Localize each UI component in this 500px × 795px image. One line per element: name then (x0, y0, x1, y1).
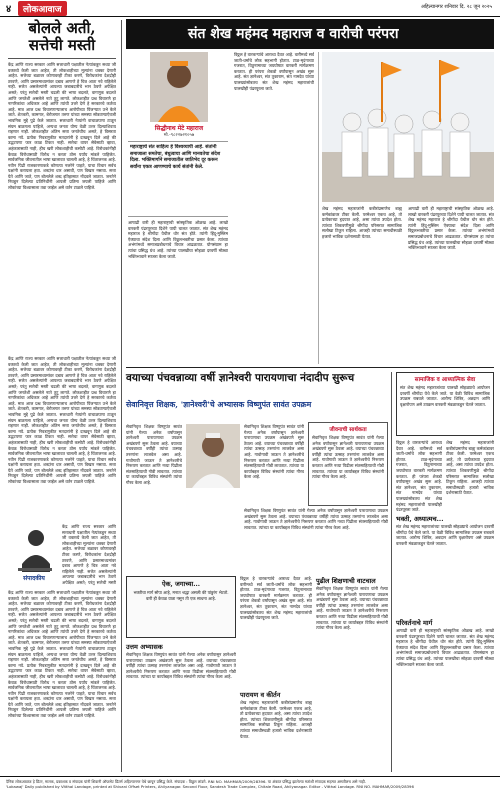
author-name: सिद्धीनाथ मेटे महाराज (154, 125, 204, 132)
right-column-1: विठ्ठल हे वारकऱ्यांचे आराध्य दैवत आहे. वारीमध्ये सर्व जाती-धर्माचे लोक सहभागी होतात. टाळ-मृदंगाच्या गजरात, विठुनामाच्या जयघोषात वारकरी मार्गक्रमण करतात. ही परंपरा शेकडो वर्षांपासून अखंड सुरू आहे. संत ज्ञानेश्वर, संत तुकाराम, संत नामदेव यांच्या पालख्यांसोबतच संत शेख महंमद महाराजांची पालखीही पंढरपूरला जाते. (396, 440, 442, 512)
news-column-1: सेवानिवृत्त शिक्षक विष्णुपंत सावंत यांनी गेल्या अनेक वर्षांपासून ज्ञानेश्वरी पारायणाचा उपक्रम अखंडपणे सुरू ठेवला आहे. वयाच्या पंचवन्नाव्या वर्षीही त्यांचा उत्साह तरुणांना लाजवेल असा आहे. गावोगावी जाऊन ते ज्ञानेश्वरीचे निरूपण करतात आणि नव्या पिढीला संतसाहित्याची गोडी लावतात. त्यांच्या या कार्याबद्दल विविध संस्थांनी त्यांचा गौरव केला आहे. (126, 424, 182, 485)
right-heading-2: परिवर्तनाचे मार्ग (396, 619, 433, 627)
sidebox (396, 372, 494, 436)
news-subhead: सेवानिवृत्त शिक्षक, 'ज्ञानेश्वरी'चे अभ्यासक विष्णुपंत सावंत उपक्रम (126, 400, 312, 409)
editorial-title-line2: सत्तेची मस्ती (28, 36, 96, 54)
bottom-column-4: सेवानिवृत्त शिक्षक विष्णुपंत सावंत यांनी गेल्या अनेक वर्षांपासून ज्ञानेश्वरी पारायणाचा उपक्रम अखंडपणे सुरू ठेवला आहे. वयाच्या पंचवन्नाव्या वर्षीही त्यांचा उत्साह तरुणांना लाजवेल असा आहे. गावोगावी जाऊन ते ज्ञानेश्वरीचे निरूपण करतात आणि नव्या पिढीला संतसाहित्याची गोडी लावतात. त्यांच्या या कार्याबद्दल विविध संस्थांनी त्यांचा गौरव केला आहे. (316, 586, 388, 631)
sampadkiya-label: संपादकीय (23, 575, 45, 582)
news-box-body: सेवानिवृत्त शिक्षक विष्णुपंत सावंत यांनी गेल्या अनेक वर्षांपासून ज्ञानेश्वरी पारायणाचा उपक्रम अखंडपणे सुरू ठेवला आहे. वयाच्या पंचवन्नाव्या वर्षीही त्यांचा उत्साह तरुणांना लाजवेल असा आहे. गावोगावी जाऊन ते ज्ञानेश्वरीचे निरूपण करतात आणि नव्या पिढीला संतसाहित्याची गोडी लावतात. त्यांच्या या कार्याबद्दल विविध संस्थांनी त्यांचा गौरव केला आहे. (312, 435, 384, 480)
editorial-body-end: केंद्र आणि राज्य सरकार आणि सत्ताधारी पक्षातील नेत्यांकडून सध्या जी वक्तव्ये केली जात आहेत, ती लोकशाहीच्या मूल्यांना धक्का देणारी आहेत. सत्तेच्या बळावर कोणावरही टीका करणे, विरोधकांना देशद्रोही ठरवणे, आणि प्रसारमाध्यमांवर दबाव आणणे हे चित्र आता नवे राहिलेले नाही. सत्तेत असलेल्यांनी आपल्या जबाबदारीचे भान ठेवणे अपेक्षित असते; परंतु सत्तेची मस्ती चढली की भाषा बदलते, वागणूक बदलते आणि जनतेशी असलेले नाते तुटू लागते. लोकशाहीत प्रश्न विचारणे हा नागरिकांचा अधिकार आहे आणि त्यांची उत्तरे देणे हे सरकारचे कर्तव्य आहे. मात्र आज प्रश्न विचारणाऱ्यालाच आरोपीच्या पिंजऱ्यात उभे केले जाते. शेतकरी, कामगार, बेरोजगार तरुण यांच्या समस्या सोडवण्याऐवजी भावनिक मुद्दे पुढे केले जातात. सत्ताधारी नेत्यांनी वाचाळपणा टाळून संयम बाळगला पाहिजे, अन्यथा जनता योग्य वेळी उत्तर दिल्याशिवाय राहणार नाही. लोकशाहीत अंतिम सत्ता जनतेचीच असते, हे विसरता कामा नये. प्रत्येक निवडणुकीत मतदारांनी हे दाखवून दिले आहे की उद्धटपणा फार काळ टिकत नाही. सत्तेचा वापर सेवेसाठी व्हावा, अहंकारासाठी नाही, हीच खरी लोकशाहीची कसोटी आहे. विरोधकांनीही केवळ विरोधासाठी विरोध न करता ठोस पर्याय मांडले पाहिजेत. सार्वजनिक जीवनातील भाषा खालावत चालली आहे, हे चिंताजनक आहे. नवीन पिढी राजकारणाकडे कोणत्या नजरेने पाहते, याचा विचार सर्वच पक्षांनी करायला हवा. शब्दांना धार असावी, पण विखार नसावा. सत्ता येते आणि जाते, पण बोललेले शब्द इतिहासात नोंदवले जातात. जनतेने निवडून दिलेल्या प्रतिनिधींनी आपली प्रतिमा जपली पाहिजे आणि लोकांच्या विश्वासाला तडा जाईल असे वर्तन टाळले पाहिजे. (8, 590, 116, 719)
news-column-2: सेवानिवृत्त शिक्षक विष्णुपंत सावंत यांनी गेल्या अनेक वर्षांपासून ज्ञानेश्वरी पारायणाचा उपक्रम अखंडपणे सुरू ठेवला आहे. वयाच्या पंचवन्नाव्या वर्षीही त्यांचा उत्साह तरुणांना लाजवेल असा आहे. गावोगावी जाऊन ते ज्ञानेश्वरीचे निरूपण करतात आणि नव्या पिढीला संतसाहित्याची गोडी लावतात. त्यांच्या या कार्याबद्दल विविध संस्थांनी त्यांचा गौरव केला आहे. (244, 424, 304, 480)
news-column-3: सेवानिवृत्त शिक्षक विष्णुपंत सावंत यांनी गेल्या अनेक वर्षांपासून ज्ञानेश्वरी पारायणाचा उपक्रम अखंडपणे सुरू ठेवला आहे. वयाच्या पंचवन्नाव्या वर्षीही त्यांचा उत्साह तरुणांना लाजवेल असा आहे. गावोगावी जाऊन ते ज्ञानेश्वरीचे निरूपण करतात आणि नव्या पिढीला संतसाहित्याची गोडी लावतात. त्यांच्या या कार्याबद्दल विविध संस्थांनी त्यांचा गौरव केला आहे. (244, 508, 388, 530)
feature-column-1: आषाढी वारी ही महाराष्ट्राची सांस्कृतिक ओळख आहे. लाखो वारकरी पंढरपूरच्या दिशेने पायी चालत जातात. संत शेख महंमद महाराज हे श्रीगोंदा येथील थोर संत होते. त्यांनी हिंदू-मुस्लिम ऐक्याचा संदेश दिला आणि विठ्ठलभक्तीचा प्रसार केला. त्यांच्या अभंगांमध्ये समाजप्रबोधनाचे विचार आढळतात. योगसंग्राम हा त्यांचा प्रसिद्ध ग्रंथ आहे. त्यांच्या पालखीचा सोहळा दरवर्षी मोठ्या भक्तिभावाने साजरा केला जातो. (128, 220, 228, 259)
poem-body: भक्तीचा मार्ग सोपा आहे, मनात श्रद्धा असली की पांडुरंग भेटतो. वारी ही केवळ यात्रा नसून ती एक साधना आहे. (133, 590, 229, 601)
imprint-english: 'Lokawaj' Daily published by Vitthal Landage, printed at Shivani Offset Printers, Ahilyanagar. Second Floor, Sandesh Trade Complex, Chitale Road, Ahilyanagar. Editor - Vitthal Landage. RNI NO. MAHMAR/2009/28396 (6, 784, 414, 789)
right-body-2: आषाढी वारी ही महाराष्ट्राची सांस्कृतिक ओळख आहे. लाखो वारकरी पंढरपूरच्या दिशेने पायी चालत जातात. संत शेख महंमद महाराज हे श्रीगोंदा येथील थोर संत होते. त्यांनी हिंदू-मुस्लिम ऐक्याचा संदेश दिला आणि विठ्ठलभक्तीचा प्रसार केला. त्यांच्या अभंगांमध्ये समाजप्रबोधनाचे विचार आढळतात. योगसंग्राम हा त्यांचा प्रसिद्ध ग्रंथ आहे. त्यांच्या पालखीचा सोहळा दरवर्षी मोठ्या भक्तिभावाने साजरा केला जातो. (396, 628, 494, 667)
wari-photo (322, 52, 494, 202)
right-body-1: संत शेख महंमद महाराजांच्या पालखी सोहळ्याचे आयोजन दरवर्षी श्रीगोंदा येथे केले जाते. या वेळी विविध सामाजिक उपक्रम राबवले जातात. आरोग्य शिबिर, अन्नदान आणि वृक्षारोपण असे उपक्रम वारकरी मंडळाकडून घेतले जातात. (396, 524, 494, 546)
bottom-heading-3: पारायण व कीर्तन (240, 691, 281, 699)
bottom-column-3: शेख महंमद महाराजांनी कबीरांप्रमाणेच बाह्य कर्मकांडावर टीका केली. परमेश्वर एकच आहे, तो प्रत्येकाच्या हृदयात आहे, असा त्यांचा उपदेश होता. त्यांच्या शिकवणीमुळे श्रीगोंदा परिसरात सामाजिक सलोखा टिकून राहिला. आजही त्यांच्या समाधीस्थळी हजारो भाविक दर्शनासाठी येतात. (240, 700, 312, 739)
poem-box (126, 576, 236, 638)
author-portrait-icon (150, 52, 208, 122)
imprint-footer (0, 776, 500, 795)
news-headline: वयाच्या पंचवन्नाव्या वर्षी ज्ञानेश्वरी पारायणाचा नंदादीप सुरूच (126, 372, 355, 384)
bottom-column-1: सेवानिवृत्त शिक्षक विष्णुपंत सावंत यांनी गेल्या अनेक वर्षांपासून ज्ञानेश्वरी पारायणाचा उपक्रम अखंडपणे सुरू ठेवला आहे. वयाच्या पंचवन्नाव्या वर्षीही त्यांचा उत्साह तरुणांना लाजवेल असा आहे. गावोगावी जाऊन ते ज्ञानेश्वरीचे निरूपण करतात आणि नव्या पिढीला संतसाहित्याची गोडी लावतात. त्यांच्या या कार्याबद्दल विविध संस्थांनी त्यांचा गौरव केला आहे. (126, 652, 236, 680)
page-number: ४ (6, 4, 12, 15)
feature-column-3: शेख महंमद महाराजांनी कबीरांप्रमाणेच बाह्य कर्मकांडावर टीका केली. परमेश्वर एकच आहे, तो प्रत्येकाच्या हृदयात आहे, असा त्यांचा उपदेश होता. त्यांच्या शिकवणीमुळे श्रीगोंदा परिसरात सामाजिक सलोखा टिकून राहिला. आजही त्यांच्या समाधीस्थळी हजारो भाविक दर्शनासाठी येतात. (322, 206, 402, 239)
author-phone: मो.-९८२२७२१०५७ (163, 133, 195, 138)
masthead-logo: लोकआवाज (18, 1, 67, 16)
editorial-body: केंद्र आणि राज्य सरकार आणि सत्ताधारी पक्षातील नेत्यांकडून सध्या जी वक्तव्ये केली जात आहेत, ती लोकशाहीच्या मूल्यांना धक्का देणारी आहेत. सत्तेच्या बळावर कोणावरही टीका करणे, विरोधकांना देशद्रोही ठरवणे, आणि प्रसारमाध्यमांवर दबाव आणणे हे चित्र आता नवे राहिलेले नाही. सत्तेत असलेल्यांनी आपल्या जबाबदारीचे भान ठेवणे अपेक्षित असते; परंतु सत्तेची मस्ती चढली की भाषा बदलते, वागणूक बदलते आणि जनतेशी असलेले नाते तुटू लागते. लोकशाहीत प्रश्न विचारणे हा नागरिकांचा अधिकार आहे आणि त्यांची उत्तरे देणे हे सरकारचे कर्तव्य आहे. मात्र आज प्रश्न विचारणाऱ्यालाच आरोपीच्या पिंजऱ्यात उभे केले जाते. शेतकरी, कामगार, बेरोजगार तरुण यांच्या समस्या सोडवण्याऐवजी भावनिक मुद्दे पुढे केले जातात. सत्ताधारी नेत्यांनी वाचाळपणा टाळून संयम बाळगला पाहिजे, अन्यथा जनता योग्य वेळी उत्तर दिल्याशिवाय राहणार नाही. लोकशाहीत अंतिम सत्ता जनतेचीच असते, हे विसरता कामा नये. प्रत्येक निवडणुकीत मतदारांनी हे दाखवून दिले आहे की उद्धटपणा फार काळ टिकत नाही. सत्तेचा वापर सेवेसाठी व्हावा, अहंकारासाठी नाही, हीच खरी लोकशाहीची कसोटी आहे. विरोधकांनीही केवळ विरोधासाठी विरोध न करता ठोस पर्याय मांडले पाहिजेत. सार्वजनिक जीवनातील भाषा खालावत चालली आहे, हे चिंताजनक आहे. नवीन पिढी राजकारणाकडे कोणत्या नजरेने पाहते, याचा विचार सर्वच पक्षांनी करायला हवा. शब्दांना धार असावी, पण विखार नसावा. सत्ता येते आणि जाते, पण बोललेले शब्द इतिहासात नोंदवले जातात. जनतेने निवडून दिलेल्या प्रतिनिधींनी आपली प्रतिमा जपली पाहिजे आणि लोकांच्या विश्वासाला तडा जाईल असे वर्तन टाळले पाहिजे. (8, 62, 116, 191)
sidebox-body: संत शेख महंमद महाराजांच्या पालखी सोहळ्याचे आयोजन दरवर्षी श्रीगोंदा येथे केले जाते. या वेळी विविध सामाजिक उपक्रम राबवले जातात. आरोग्य शिबिर, अन्नदान आणि वृक्षारोपण असे उपक्रम वारकरी मंडळाकडून घेतले जातात. (400, 385, 490, 407)
divider (8, 58, 116, 59)
editorial-title-line1: बोलले अती, (28, 19, 96, 37)
imprint-marathi: दैनिक लोकआवाज हे प्रिंटर, मालक, प्रकाशक व संपादक यांनी शिवानी ऑफसेट प्रिंटर्स अहिल्यानगर येथे छापून प्रसिद्ध केले. संपादक : विठ्ठल लांडगे. RNI NO. MAHMAR/2009/28396. या अंकात प्रसिद्ध झालेल्या मतांशी संपादक सहमत असतीलच असे नाही. (6, 779, 366, 784)
bottom-heading-1: उत्तम अभ्यासक (126, 643, 163, 651)
feature-column-4: आषाढी वारी ही महाराष्ट्राची सांस्कृतिक ओळख आहे. लाखो वारकरी पंढरपूरच्या दिशेने पायी चालत जातात. संत शेख महंमद महाराज हे श्रीगोंदा येथील थोर संत होते. त्यांनी हिंदू-मुस्लिम ऐक्याचा संदेश दिला आणि विठ्ठलभक्तीचा प्रसार केला. त्यांच्या अभंगांमध्ये समाजप्रबोधनाचे विचार आढळतात. योगसंग्राम हा त्यांचा प्रसिद्ध ग्रंथ आहे. त्यांच्या पालखीचा सोहळा दरवर्षी मोठ्या भक्तिभावाने साजरा केला जातो. (408, 206, 494, 251)
divider (126, 367, 494, 368)
divider (128, 216, 228, 217)
wari-procession-icon (322, 52, 494, 202)
feature-pull-quote: महाराष्ट्राचे संत साहित्य हे विश्वव्यापी आहे. संतांनी समाजाला समतेचा, बंधुत्वाचा आणि मानवतेचा संदेश दिला. भक्तिमार्गाने समाजातील जातिभेद दूर करून सर्वांना एकत्र आणण्याचे कार्य संतांनी केले. (130, 144, 221, 170)
dateline: अहिल्यानगर शनिवार दि. २८ जून २०२५ (420, 4, 492, 10)
editorial-body-side: केंद्र आणि राज्य सरकार आणि सत्ताधारी पक्षातील नेत्यांकडून सध्या जी वक्तव्ये केली जात आहेत, ती लोकशाहीच्या मूल्यांना धक्का देणारी आहेत. सत्तेच्या बळावर कोणावरही टीका करणे, विरोधकांना देशद्रोही ठरवणे, आणि प्रसारमाध्यमांवर दबाव आणणे हे चित्र आता नवे राहिलेले नाही. सत्तेत असलेल्यांनी आपल्या जबाबदारीचे भान ठेवणे अपेक्षित असते; परंतु सत्तेची मस्ती (62, 524, 116, 585)
divider (128, 141, 228, 142)
feature-title: संत शेख महंमद महाराज व वारीची परंपरा (188, 26, 399, 42)
author-photo (150, 52, 208, 122)
editorial-title (8, 20, 116, 54)
column-rule (318, 52, 319, 364)
sidebox-title: सामाजिक व आध्यात्मिक सेवा (414, 377, 476, 383)
feature-column-2: विठ्ठल हे वारकऱ्यांचे आराध्य दैवत आहे. वारीमध्ये सर्व जाती-धर्माचे लोक सहभागी होतात. टाळ-मृदंगाच्या गजरात, विठुनामाच्या जयघोषात वारकरी मार्गक्रमण करतात. ही परंपरा शेकडो वर्षांपासून अखंड सुरू आहे. संत ज्ञानेश्वर, संत तुकाराम, संत नामदेव यांच्या पालख्यांसोबतच संत शेख महंमद महाराजांची पालखीही पंढरपूरला जाते. (234, 52, 314, 91)
right-heading-1: भक्ती, अध्यात्मच... (396, 515, 444, 523)
news-photo (186, 424, 240, 488)
feature-banner (126, 19, 494, 49)
column-rule (121, 20, 122, 772)
editorial-badge (10, 524, 58, 586)
right-column-2: शेख महंमद महाराजांनी कबीरांप्रमाणेच बाह्य कर्मकांडावर टीका केली. परमेश्वर एकच आहे, तो प्रत्येकाच्या हृदयात आहे, असा त्यांचा उपदेश होता. त्यांच्या शिकवणीमुळे श्रीगोंदा परिसरात सामाजिक सलोखा टिकून राहिला. आजही त्यांच्या समाधीस्थळी हजारो भाविक दर्शनासाठी येतात. (446, 440, 494, 496)
poem-title: ऐक, जगाच्या... (161, 580, 201, 588)
news-info-box (308, 422, 388, 506)
editorial-body-continued: केंद्र आणि राज्य सरकार आणि सत्ताधारी पक्षातील नेत्यांकडून सध्या जी वक्तव्ये केली जात आहेत, ती लोकशाहीच्या मूल्यांना धक्का देणारी आहेत. सत्तेच्या बळावर कोणावरही टीका करणे, विरोधकांना देशद्रोही ठरवणे, आणि प्रसारमाध्यमांवर दबाव आणणे हे चित्र आता नवे राहिलेले नाही. सत्तेत असलेल्यांनी आपल्या जबाबदारीचे भान ठेवणे अपेक्षित असते; परंतु सत्तेची मस्ती चढली की भाषा बदलते, वागणूक बदलते आणि जनतेशी असलेले नाते तुटू लागते. लोकशाहीत प्रश्न विचारणे हा नागरिकांचा अधिकार आहे आणि त्यांची उत्तरे देणे हे सरकारचे कर्तव्य आहे. मात्र आज प्रश्न विचारणाऱ्यालाच आरोपीच्या पिंजऱ्यात उभे केले जाते. शेतकरी, कामगार, बेरोजगार तरुण यांच्या समस्या सोडवण्याऐवजी भावनिक मुद्दे पुढे केले जातात. सत्ताधारी नेत्यांनी वाचाळपणा टाळून संयम बाळगला पाहिजे, अन्यथा जनता योग्य वेळी उत्तर दिल्याशिवाय राहणार नाही. लोकशाहीत अंतिम सत्ता जनतेचीच असते, हे विसरता कामा नये. प्रत्येक निवडणुकीत मतदारांनी हे दाखवून दिले आहे की उद्धटपणा फार काळ टिकत नाही. सत्तेचा वापर सेवेसाठी व्हावा, अहंकारासाठी नाही, हीच खरी लोकशाहीची कसोटी आहे. विरोधकांनीही केवळ विरोधासाठी विरोध न करता ठोस पर्याय मांडले पाहिजेत. सार्वजनिक जीवनातील भाषा खालावत चालली आहे, हे चिंताजनक आहे. नवीन पिढी राजकारणाकडे कोणत्या नजरेने पाहते, याचा विचार सर्वच पक्षांनी करायला हवा. शब्दांना धार असावी, पण विखार नसावा. सत्ता येते आणि जाते, पण बोललेले शब्द इतिहासात नोंदवले जातात. जनतेने निवडून दिलेल्या प्रतिनिधींनी आपली प्रतिमा जपली पाहिजे आणि लोकांच्या विश्वासाला तडा जाईल असे वर्तन टाळले पाहिजे. (8, 356, 116, 485)
column-rule (391, 372, 392, 772)
bottom-column-2: विठ्ठल हे वारकऱ्यांचे आराध्य दैवत आहे. वारीमध्ये सर्व जाती-धर्माचे लोक सहभागी होतात. टाळ-मृदंगाच्या गजरात, विठुनामाच्या जयघोषात वारकरी मार्गक्रमण करतात. ही परंपरा शेकडो वर्षांपासून अखंड सुरू आहे. संत ज्ञानेश्वर, संत तुकाराम, संत नामदेव यांच्या पालख्यांसोबतच संत शेख महंमद महाराजांची पालखीही पंढरपूरला जाते. (240, 576, 312, 621)
bottom-heading-2: पुढील शिक्षणाची वाटचाल (316, 577, 376, 585)
portrait-icon (186, 424, 240, 488)
news-box-title: जीवनाची सार्थकता (329, 427, 367, 433)
